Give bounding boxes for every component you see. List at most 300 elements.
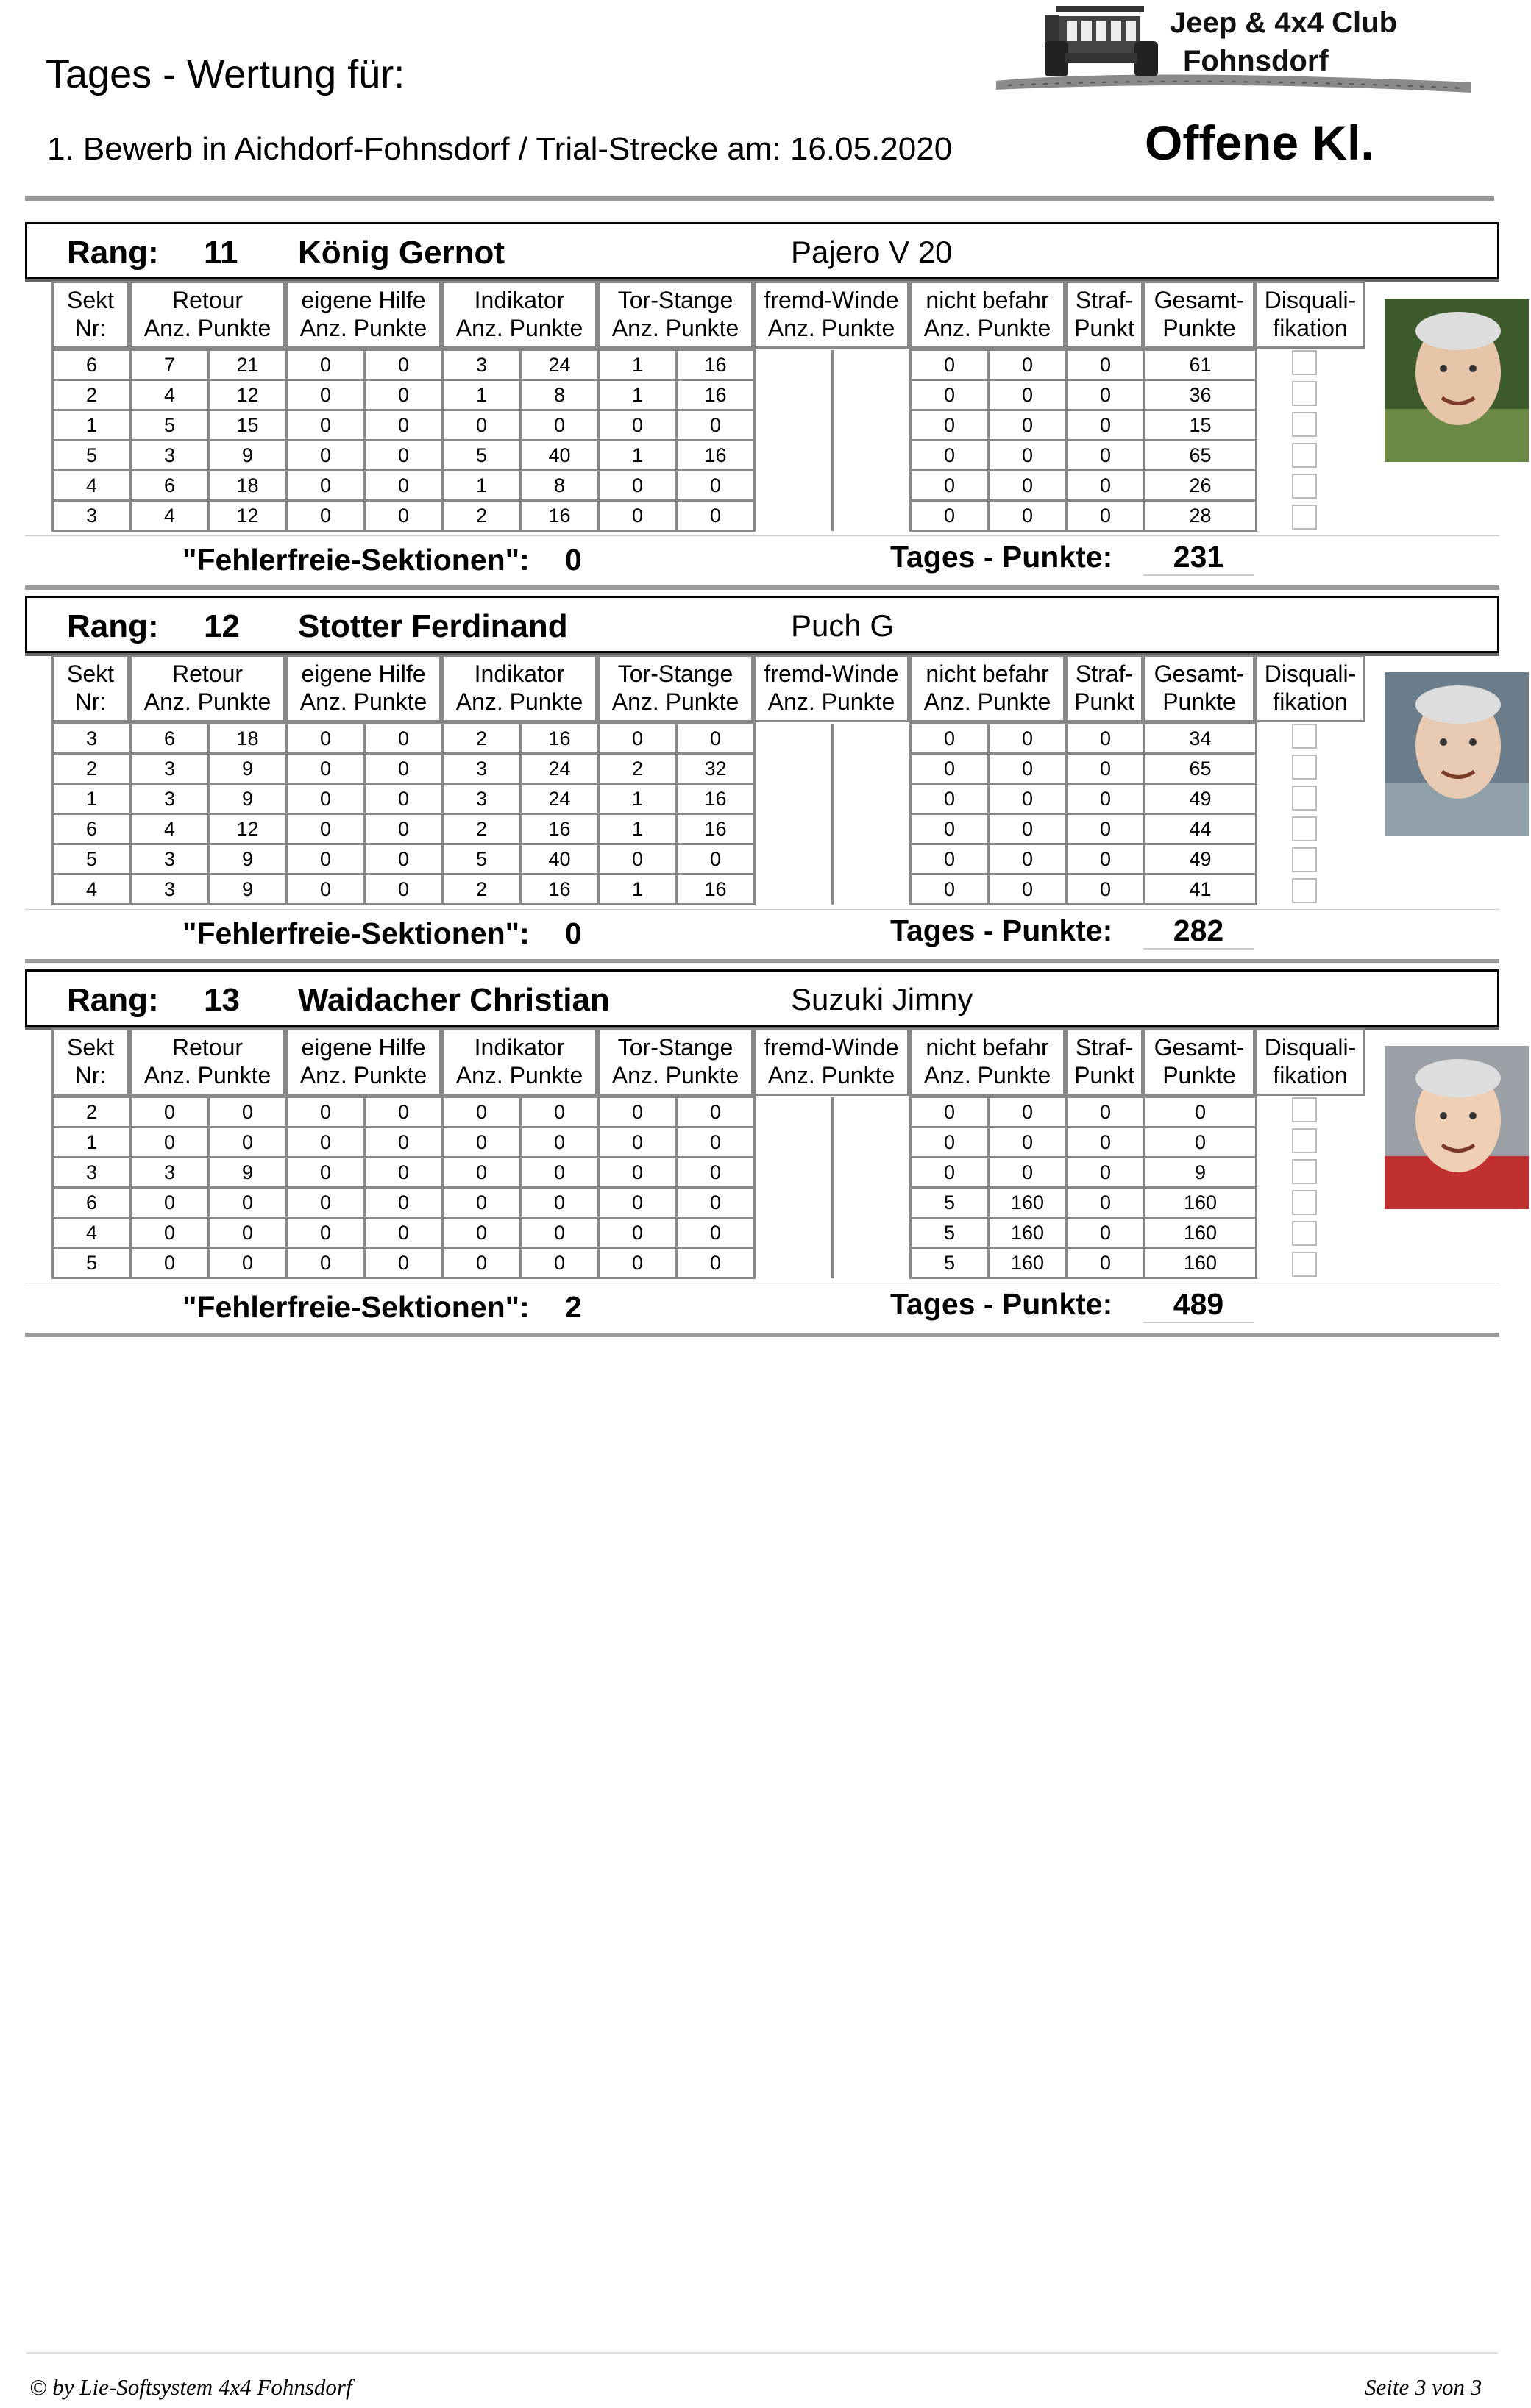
column-header-line2: Anz. Punkte — [611, 1062, 739, 1089]
table-cell: 0 — [1067, 784, 1145, 814]
faultless-sections-label: "Fehlerfreie-Sektionen": — [182, 1290, 530, 1324]
table-cell: 26 — [1145, 471, 1257, 501]
table-cell: 160 — [989, 1188, 1067, 1218]
table-cell: 5 — [53, 1248, 131, 1278]
table-cell: 0 — [131, 1188, 209, 1218]
table-cell: 0 — [599, 1218, 677, 1248]
table-cell: 28 — [1145, 501, 1257, 531]
table-cell: 61 — [1145, 350, 1257, 380]
column-header-line1: Gesamt- — [1154, 1034, 1245, 1061]
table-cell: 2 — [443, 814, 521, 844]
table-cell: 0 — [1067, 724, 1145, 754]
column-header-line2: Anz. Punkte — [299, 1062, 427, 1089]
footer-rule — [26, 2352, 1498, 2354]
table-cell: 12 — [209, 814, 287, 844]
column-header-line2: Nr: — [74, 315, 107, 341]
table-cell — [833, 814, 911, 844]
column-header-disq — [1255, 281, 1365, 349]
table-cell: 0 — [911, 1158, 989, 1188]
table-cell — [833, 350, 911, 380]
column-header-line1: eigene Hilfe — [301, 287, 426, 313]
column-header-eigene — [285, 281, 441, 349]
table-cell: 0 — [1067, 441, 1145, 471]
table-cell: 3 — [53, 501, 131, 531]
table-row — [53, 1188, 1257, 1218]
table-cell — [755, 501, 833, 531]
table-cell: 0 — [287, 410, 365, 441]
table-cell: 0 — [677, 724, 755, 754]
column-header-eigene — [285, 655, 441, 722]
competitor-block — [25, 222, 1504, 597]
disqualification-checkbox[interactable] — [1292, 847, 1317, 872]
table-cell: 9 — [1145, 1158, 1257, 1188]
table-cell: 0 — [677, 1218, 755, 1248]
table-cell: 0 — [443, 1097, 521, 1128]
faultless-sections-value: 0 — [565, 916, 582, 950]
table-cell: 0 — [911, 814, 989, 844]
table-cell: 0 — [989, 814, 1067, 844]
page-title: Tages - Wertung für: — [46, 52, 405, 96]
table-cell: 6 — [53, 1188, 131, 1218]
table-cell — [833, 724, 911, 754]
table-cell: 0 — [989, 1097, 1067, 1128]
table-cell: 0 — [911, 410, 989, 441]
table-cell: 0 — [989, 441, 1067, 471]
table-cell: 49 — [1145, 784, 1257, 814]
table-cell: 0 — [443, 1248, 521, 1278]
column-header-line1: eigene Hilfe — [301, 660, 426, 687]
table-cell: 0 — [1067, 471, 1145, 501]
table-cell: 1 — [53, 784, 131, 814]
disqualification-checkbox[interactable] — [1292, 1221, 1317, 1246]
competitor-photo — [1385, 1046, 1529, 1209]
table-cell: 3 — [443, 350, 521, 380]
table-cell: 0 — [287, 1218, 365, 1248]
table-cell: 36 — [1145, 380, 1257, 410]
table-cell: 0 — [911, 380, 989, 410]
table-cell — [833, 784, 911, 814]
column-header-line2: Punkte — [1162, 688, 1236, 715]
column-header-line2: Anz. Punkte — [611, 688, 739, 715]
table-cell: 6 — [53, 814, 131, 844]
table-row — [53, 754, 1257, 784]
table-cell: 0 — [989, 874, 1067, 905]
column-header-straf — [1065, 1028, 1143, 1096]
table-cell — [833, 471, 911, 501]
table-cell: 3 — [131, 784, 209, 814]
table-cell: 0 — [1145, 1097, 1257, 1128]
footer-page-number: Seite 3 von 3 — [1365, 2374, 1482, 2400]
table-cell: 0 — [599, 724, 677, 754]
table-cell — [755, 1128, 833, 1158]
table-cell: 0 — [911, 844, 989, 874]
table-cell: 0 — [287, 501, 365, 531]
table-cell: 16 — [677, 380, 755, 410]
table-cell: 24 — [521, 784, 599, 814]
table-cell: 1 — [599, 441, 677, 471]
column-header-retour — [129, 1028, 285, 1096]
table-cell: 2 — [443, 501, 521, 531]
table-cell — [833, 501, 911, 531]
table-cell: 8 — [521, 380, 599, 410]
table-cell: 9 — [209, 754, 287, 784]
column-header-line2: Anz. Punkte — [455, 1062, 583, 1089]
table-cell: 44 — [1145, 814, 1257, 844]
table-cell: 0 — [911, 874, 989, 905]
column-header-fremd — [753, 281, 909, 349]
vehicle-name: Puch G — [791, 608, 895, 643]
table-cell: 0 — [287, 1158, 365, 1188]
table-cell: 0 — [287, 1248, 365, 1278]
results-table — [51, 722, 1257, 905]
table-cell: 5 — [53, 844, 131, 874]
table-row — [53, 724, 1257, 754]
rank-label: Rang: — [67, 235, 159, 271]
rank-bar — [25, 969, 1499, 1027]
table-cell: 0 — [443, 410, 521, 441]
table-cell: 0 — [287, 784, 365, 814]
column-header-nicht — [909, 281, 1065, 349]
table-cell: 0 — [209, 1218, 287, 1248]
column-header-gesamt — [1143, 1028, 1255, 1096]
table-cell: 0 — [989, 350, 1067, 380]
table-cell: 16 — [521, 814, 599, 844]
table-cell — [833, 1158, 911, 1188]
table-cell: 0 — [1067, 1248, 1145, 1278]
column-header-straf — [1065, 655, 1143, 722]
column-header-line2: Anz. Punkte — [923, 315, 1051, 341]
table-cell: 0 — [365, 1158, 443, 1188]
table-cell: 0 — [443, 1188, 521, 1218]
column-header-line1: Indikator — [474, 660, 565, 687]
table-cell: 160 — [1145, 1248, 1257, 1278]
column-header-line1: Straf- — [1075, 660, 1134, 687]
table-cell: 160 — [1145, 1218, 1257, 1248]
table-cell: 0 — [365, 441, 443, 471]
disqualification-checkbox[interactable] — [1292, 443, 1317, 468]
table-row — [53, 380, 1257, 410]
table-cell: 2 — [443, 724, 521, 754]
column-header-fremd — [753, 655, 909, 722]
table-cell: 0 — [989, 471, 1067, 501]
table-cell: 6 — [131, 471, 209, 501]
table-cell: 32 — [677, 754, 755, 784]
table-cell: 0 — [989, 1158, 1067, 1188]
table-cell: 160 — [989, 1248, 1067, 1278]
table-cell: 0 — [1067, 874, 1145, 905]
table-cell: 0 — [1067, 754, 1145, 784]
table-cell: 0 — [287, 471, 365, 501]
column-header-line2: Punkt — [1074, 315, 1134, 341]
table-cell: 0 — [599, 501, 677, 531]
table-cell: 4 — [53, 874, 131, 905]
table-cell: 0 — [365, 1218, 443, 1248]
table-cell: 0 — [521, 1158, 599, 1188]
table-cell: 0 — [287, 814, 365, 844]
disqualification-checkbox[interactable] — [1292, 474, 1317, 499]
table-cell: 0 — [599, 1097, 677, 1128]
table-cell: 160 — [1145, 1188, 1257, 1218]
day-points-value: 231 — [1143, 540, 1254, 576]
table-cell: 0 — [521, 1128, 599, 1158]
table-row — [53, 1218, 1257, 1248]
table-cell: 3 — [131, 441, 209, 471]
table-cell: 5 — [911, 1248, 989, 1278]
disqualification-checkbox[interactable] — [1292, 350, 1317, 375]
column-header-line1: Sekt — [66, 1034, 115, 1061]
table-cell: 0 — [677, 1188, 755, 1218]
column-header-indikator — [441, 1028, 597, 1096]
disqualification-checkbox[interactable] — [1292, 1159, 1317, 1184]
table-cell: 2 — [443, 874, 521, 905]
table-cell: 0 — [911, 724, 989, 754]
column-header-line1: Indikator — [474, 1034, 565, 1061]
column-header-line2: Anz. Punkte — [455, 315, 583, 341]
column-header-sekt — [51, 281, 129, 349]
table-cell: 16 — [521, 501, 599, 531]
table-cell — [755, 784, 833, 814]
table-cell: 0 — [287, 441, 365, 471]
column-header-line1: Straf- — [1075, 1034, 1134, 1061]
column-header-nicht — [909, 1028, 1065, 1096]
disqualification-checkbox[interactable] — [1292, 1097, 1317, 1122]
block-rule — [25, 959, 1499, 963]
table-cell: 49 — [1145, 844, 1257, 874]
column-header-line2: Punkte — [1162, 315, 1236, 341]
table-cell: 0 — [911, 501, 989, 531]
table-row — [53, 410, 1257, 441]
table-cell: 0 — [287, 1097, 365, 1128]
table-cell — [755, 844, 833, 874]
column-header-sekt — [51, 655, 129, 722]
column-header-line1: Indikator — [474, 287, 565, 313]
column-header-line2: Anz. Punkte — [767, 688, 895, 715]
table-row — [53, 471, 1257, 501]
table-row — [53, 874, 1257, 905]
table-cell: 5 — [911, 1188, 989, 1218]
table-cell: 0 — [209, 1128, 287, 1158]
table-cell — [833, 1097, 911, 1128]
day-points-value: 489 — [1143, 1287, 1254, 1323]
table-cell: 0 — [521, 410, 599, 441]
table-cell: 0 — [989, 844, 1067, 874]
table-cell: 4 — [53, 1218, 131, 1248]
jeep-icon — [1045, 6, 1158, 76]
table-cell: 16 — [677, 350, 755, 380]
table-cell: 0 — [287, 1188, 365, 1218]
table-row — [53, 1128, 1257, 1158]
column-header-line1: Tor-Stange — [617, 1034, 733, 1061]
table-cell: 1 — [599, 350, 677, 380]
table-cell: 0 — [365, 1188, 443, 1218]
rank-bar — [25, 222, 1499, 279]
disqualification-checkbox[interactable] — [1292, 786, 1317, 811]
table-cell — [755, 441, 833, 471]
table-cell — [755, 724, 833, 754]
table-cell: 4 — [131, 380, 209, 410]
competitor-photo — [1385, 299, 1529, 462]
column-header-disq — [1255, 655, 1365, 722]
table-cell — [755, 1248, 833, 1278]
column-header-sekt — [51, 1028, 129, 1096]
disqualification-checkbox[interactable] — [1292, 381, 1317, 406]
column-header-tor — [597, 281, 753, 349]
table-cell: 0 — [1067, 350, 1145, 380]
table-cell: 0 — [989, 410, 1067, 441]
table-cell: 1 — [599, 380, 677, 410]
table-cell — [755, 471, 833, 501]
table-cell: 0 — [365, 350, 443, 380]
club-logo — [986, 0, 1486, 103]
svg-text:Jeep & 4x4 Club: Jeep & 4x4 Club — [1170, 7, 1398, 39]
table-cell: 0 — [599, 1248, 677, 1278]
table-cell: 1 — [599, 784, 677, 814]
table-cell: 0 — [521, 1097, 599, 1128]
column-header-gesamt — [1143, 655, 1255, 722]
rank-bar — [25, 596, 1499, 653]
column-header-disq — [1255, 1028, 1365, 1096]
table-cell: 0 — [911, 441, 989, 471]
table-cell: 0 — [989, 380, 1067, 410]
table-cell: 6 — [131, 724, 209, 754]
faultless-sections-label: "Fehlerfreie-Sektionen": — [182, 543, 530, 577]
table-cell: 5 — [443, 441, 521, 471]
day-points-value: 282 — [1143, 913, 1254, 950]
table-cell: 0 — [677, 471, 755, 501]
column-header-indikator — [441, 655, 597, 722]
block-rule — [25, 1333, 1499, 1337]
header-rule — [25, 196, 1494, 201]
table-cell: 3 — [443, 784, 521, 814]
table-cell: 24 — [521, 350, 599, 380]
table-cell: 9 — [209, 441, 287, 471]
day-points-label: Tages - Punkte: — [890, 1287, 1113, 1321]
column-header-line2: Anz. Punkte — [767, 1062, 895, 1089]
table-cell: 3 — [131, 754, 209, 784]
table-cell: 4 — [131, 814, 209, 844]
vehicle-name: Suzuki Jimny — [791, 982, 973, 1016]
table-cell: 3 — [443, 754, 521, 784]
table-cell: 16 — [521, 874, 599, 905]
table-cell: 0 — [677, 844, 755, 874]
column-header-line2: fikation — [1273, 315, 1348, 341]
table-cell: 0 — [677, 1128, 755, 1158]
table-cell — [755, 754, 833, 784]
table-cell: 0 — [677, 410, 755, 441]
column-header-straf — [1065, 281, 1143, 349]
disqualification-checkbox[interactable] — [1292, 1128, 1317, 1153]
disqualification-checkbox[interactable] — [1292, 505, 1317, 530]
table-cell — [833, 1248, 911, 1278]
competitor-block — [25, 969, 1504, 1344]
table-cell: 0 — [443, 1218, 521, 1248]
column-header-line2: Anz. Punkte — [143, 315, 271, 341]
table-cell: 16 — [677, 441, 755, 471]
column-header-line1: Retour — [171, 1034, 244, 1061]
column-header-line2: Anz. Punkte — [923, 1062, 1051, 1089]
column-header-line1: Disquali- — [1264, 660, 1357, 687]
table-cell: 0 — [1145, 1128, 1257, 1158]
table-cell: 7 — [131, 350, 209, 380]
column-header-indikator — [441, 281, 597, 349]
table-cell: 0 — [365, 1128, 443, 1158]
column-header-line1: Gesamt- — [1154, 660, 1245, 687]
column-header-line1: fremd-Winde — [764, 660, 899, 687]
table-cell: 0 — [365, 1248, 443, 1278]
table-cell: 16 — [521, 724, 599, 754]
table-cell — [833, 1188, 911, 1218]
rank-label: Rang: — [67, 982, 159, 1018]
table-cell — [833, 441, 911, 471]
block-rule — [25, 585, 1499, 590]
disqualification-checkbox[interactable] — [1292, 755, 1317, 780]
faultless-sections-label: "Fehlerfreie-Sektionen": — [182, 916, 530, 950]
disqualification-checkbox[interactable] — [1292, 1190, 1317, 1215]
table-cell: 1 — [53, 1128, 131, 1158]
table-cell: 34 — [1145, 724, 1257, 754]
table-cell: 0 — [521, 1248, 599, 1278]
table-cell — [833, 1128, 911, 1158]
table-cell: 0 — [911, 1128, 989, 1158]
table-cell: 0 — [365, 380, 443, 410]
column-header-line1: Straf- — [1075, 287, 1134, 313]
table-row — [53, 501, 1257, 531]
disqualification-checkbox[interactable] — [1292, 412, 1317, 437]
table-cell: 0 — [287, 754, 365, 784]
table-cell: 0 — [1067, 814, 1145, 844]
table-cell: 3 — [131, 844, 209, 874]
table-cell: 5 — [53, 441, 131, 471]
table-cell: 9 — [209, 844, 287, 874]
disqualification-checkbox[interactable] — [1292, 724, 1317, 749]
table-cell: 0 — [287, 1128, 365, 1158]
disqualification-checkbox[interactable] — [1292, 816, 1317, 841]
table-cell: 0 — [209, 1097, 287, 1128]
table-cell: 6 — [53, 350, 131, 380]
table-cell: 0 — [989, 1128, 1067, 1158]
table-cell: 3 — [53, 1158, 131, 1188]
column-header-line1: Retour — [171, 287, 244, 313]
competitor-block — [25, 596, 1504, 971]
disqualification-checkbox[interactable] — [1292, 1252, 1317, 1277]
day-points-label: Tages - Punkte: — [890, 540, 1113, 574]
table-cell: 1 — [53, 410, 131, 441]
disqualification-checkbox[interactable] — [1292, 878, 1317, 903]
table-cell: 0 — [911, 784, 989, 814]
table-cell: 0 — [989, 501, 1067, 531]
table-cell: 0 — [1067, 1097, 1145, 1128]
column-header-line1: Tor-Stange — [617, 660, 733, 687]
column-header-line1: Sekt — [66, 660, 115, 687]
column-header-line2: Punkte — [1162, 1062, 1236, 1089]
table-cell — [755, 874, 833, 905]
table-cell: 2 — [599, 754, 677, 784]
table-cell: 0 — [365, 844, 443, 874]
column-header-line1: eigene Hilfe — [301, 1034, 426, 1061]
table-cell: 0 — [131, 1097, 209, 1128]
table-cell: 0 — [131, 1218, 209, 1248]
column-header-line2: Punkt — [1074, 688, 1134, 715]
table-cell: 0 — [131, 1248, 209, 1278]
table-row — [53, 1158, 1257, 1188]
event-subtitle: 1. Bewerb in Aichdorf-Fohnsdorf / Trial-Strecke am: 16.05.2020 — [47, 131, 953, 167]
column-header-line2: Anz. Punkte — [923, 688, 1051, 715]
table-cell: 0 — [911, 754, 989, 784]
table-cell: 1 — [443, 380, 521, 410]
table-cell: 1 — [599, 874, 677, 905]
table-cell: 40 — [521, 441, 599, 471]
column-header-nicht — [909, 655, 1065, 722]
